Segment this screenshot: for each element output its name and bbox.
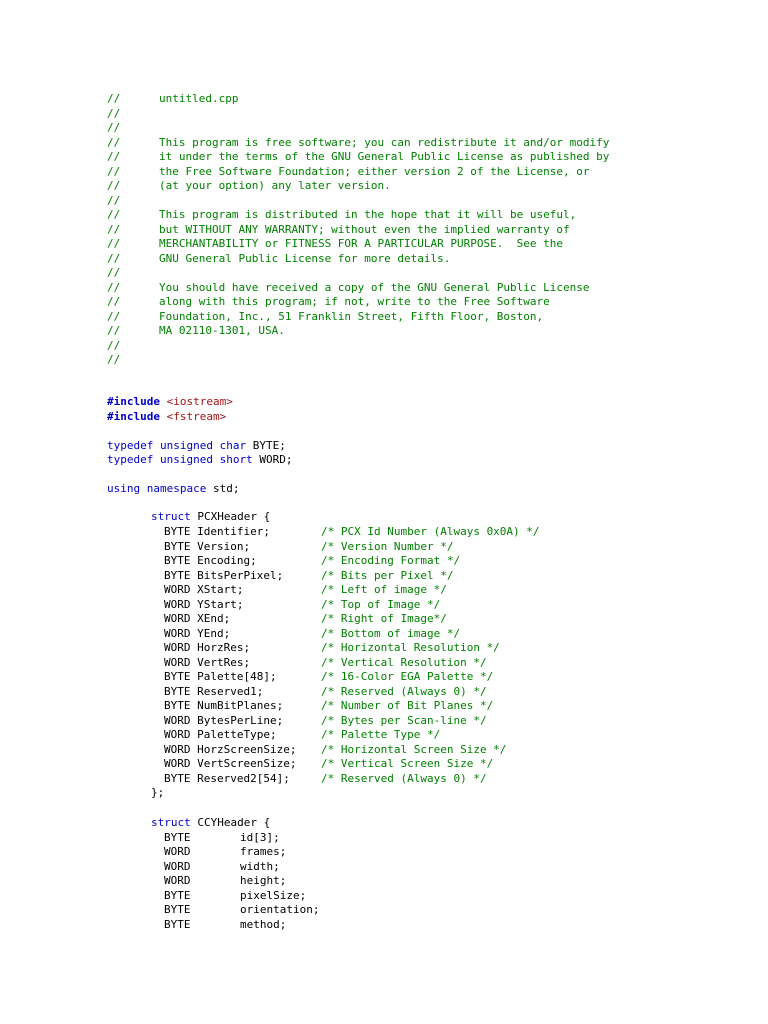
field-comment: /* Reserved (Always 0) */ [321,684,487,698]
comment-line: // [107,280,121,294]
struct-keyword: struct [151,510,191,523]
field-declaration: WORD PaletteType; [164,728,277,741]
ccy-field-row [164,889,364,904]
typedef-type: unsigned char [159,438,247,452]
comment-text: but WITHOUT ANY WARRANTY; without even the implied warranty of [159,222,570,236]
field-type: BYTE [164,830,191,844]
include-header: <fstream> [166,409,227,423]
field-comment: /* Horizontal Screen Size */ [321,742,507,756]
typedef-keyword: typedef [107,453,154,466]
pcx-field-row [164,743,584,758]
pcx-field-row [164,598,584,613]
field-declaration: BYTE Palette[48]; [164,670,277,683]
comment-marker: // [107,92,121,105]
ccy-field-row [164,874,364,889]
field-name: width; [240,859,280,873]
field-comment: /* Left of image */ [321,583,447,596]
field-declaration: WORD XStart; [164,583,244,596]
field-declaration: WORD HorzScreenSize; [164,742,297,756]
field-declaration: BYTE Identifier; [164,525,270,538]
comment-line: // [107,237,121,250]
ccy-field-row [164,845,364,860]
pcx-field-row [164,699,584,714]
comment-line: // [107,106,121,120]
include-directive: #include [107,409,160,423]
pcx-field-row [164,569,584,584]
field-name: frames; [240,845,287,858]
include-directive: #include [107,395,160,408]
pcx-field-row [164,525,584,540]
pcx-field-row [164,714,584,729]
typedef-name: BYTE; [252,438,286,452]
comment-line: // [107,150,121,163]
field-comment: /* Vertical Resolution */ [321,655,487,669]
comment-text: it under the terms of the GNU General Public License as published by [159,150,610,163]
ccy-struct-open [151,816,270,831]
comment-text: Foundation, Inc., 51 Franklin Street, Fifth Floor, Boston, [159,309,544,323]
comment-line: // [107,222,121,236]
field-declaration: WORD VertScreenSize; [164,757,297,770]
field-type: WORD [164,874,191,887]
comment-text: untitled.cpp [159,92,239,105]
comment-line: // [107,251,121,265]
typedef-word [107,453,292,468]
field-comment: /* 16-Color EGA Palette */ [321,670,494,683]
field-comment: /* Reserved (Always 0) */ [321,771,487,785]
ccy-field-row [164,903,364,918]
field-type: BYTE [164,888,191,902]
comment-line: // [107,121,121,134]
field-declaration: BYTE NumBitPlanes; [164,699,284,712]
pcx-struct-open [151,510,270,525]
comment-line: // [107,193,121,207]
field-declaration: BYTE Version; [164,539,251,553]
pcx-field-row [164,656,584,671]
comment-line: // [107,208,121,221]
field-declaration: BYTE Reserved2[54]; [164,771,290,785]
pcx-field-row [164,540,584,555]
pcx-field-row [164,612,584,627]
struct-keyword: struct [151,816,191,829]
field-comment: /* Encoding Format */ [321,554,461,567]
field-comment: /* Bytes per Scan-line */ [321,713,487,727]
comment-text: This program is distributed in the hope that it will be useful, [159,208,577,221]
field-declaration: BYTE BitsPerPixel; [164,568,284,582]
pcx-struct-close: }; [151,785,165,799]
field-comment: /* Version Number */ [321,539,454,553]
comment-text: the Free Software Foundation; either version 2 of the License, or [159,164,590,178]
include-header: <iostream> [166,395,233,408]
field-comment: /* Right of Image*/ [321,612,447,625]
field-comment: /* PCX Id Number (Always 0x0A) */ [321,525,540,538]
ccy-field-row [164,831,364,846]
field-declaration: WORD HorzRes; [164,641,251,654]
comment-line: // [107,295,121,308]
field-comment: /* Top of Image */ [321,597,441,611]
comment-line: // [107,135,121,149]
field-comment: /* Bottom of image */ [321,626,461,640]
pcx-field-row [164,583,584,598]
comment-line: // [107,324,121,337]
using-keyword: using namespace [107,482,207,495]
comment-line: // [107,353,121,366]
field-type: WORD [164,845,191,858]
pcx-field-row [164,772,584,787]
pcx-field-row [164,685,584,700]
include-fstream [107,410,226,425]
include-iostream [107,395,233,410]
field-name: id[3]; [240,830,280,844]
typedef-type: unsigned short [159,453,253,466]
comment-text: MA 02110-1301, USA. [159,324,285,337]
field-name: pixelSize; [240,888,307,902]
struct-name: PCXHeader { [197,510,271,523]
comment-line: // [107,309,121,323]
comment-line: // [107,164,121,178]
namespace-name: std; [212,482,240,495]
using-namespace [107,482,239,497]
comment-text: along with this program; if not, write to the Free Software [159,295,550,308]
field-name: method; [240,917,287,931]
field-comment: /* Horizontal Resolution */ [321,641,500,654]
comment-text: This program is free software; you can redistribute it and/or modify [159,135,610,149]
typedef-name: WORD; [259,453,293,466]
pcx-field-row [164,728,584,743]
pcx-field-row [164,757,584,772]
field-comment: /* Vertical Screen Size */ [321,757,494,770]
field-declaration: BYTE Reserved1; [164,684,264,698]
struct-name: CCYHeader { [197,816,271,829]
field-type: BYTE [164,903,191,916]
field-declaration: WORD YStart; [164,597,244,611]
field-type: BYTE [164,917,191,931]
comment-text: GNU General Public License for more details. [159,251,451,265]
field-declaration: WORD BytesPerLine; [164,713,284,727]
field-comment: /* Bits per Pixel */ [321,568,454,582]
comment-line: // [107,266,121,279]
field-type: WORD [164,859,191,873]
field-declaration: BYTE Encoding; [164,554,257,567]
pcx-field-row [164,641,584,656]
typedef-byte [107,439,286,454]
field-declaration: WORD XEnd; [164,612,231,625]
comment-line: // [107,179,121,192]
field-declaration: WORD YEnd; [164,626,231,640]
comment-line: // [107,338,121,352]
comment-text: You should have received a copy of the GNU General Public License [159,280,590,294]
comment-text: MERCHANTABILITY or FITNESS FOR A PARTICULAR PURPOSE. See the [159,237,563,250]
typedef-keyword: typedef [107,438,154,452]
pcx-field-row [164,554,584,569]
field-name: height; [240,874,287,887]
field-comment: /* Number of Bit Planes */ [321,699,494,712]
pcx-field-row [164,670,584,685]
field-comment: /* Palette Type */ [321,728,441,741]
field-declaration: WORD VertRes; [164,655,251,669]
pcx-field-row [164,627,584,642]
ccy-field-row [164,860,364,875]
field-name: orientation; [240,903,320,916]
comment-text: (at your option) any later version. [159,179,391,192]
ccy-field-row [164,918,364,933]
comment-line [107,92,120,107]
